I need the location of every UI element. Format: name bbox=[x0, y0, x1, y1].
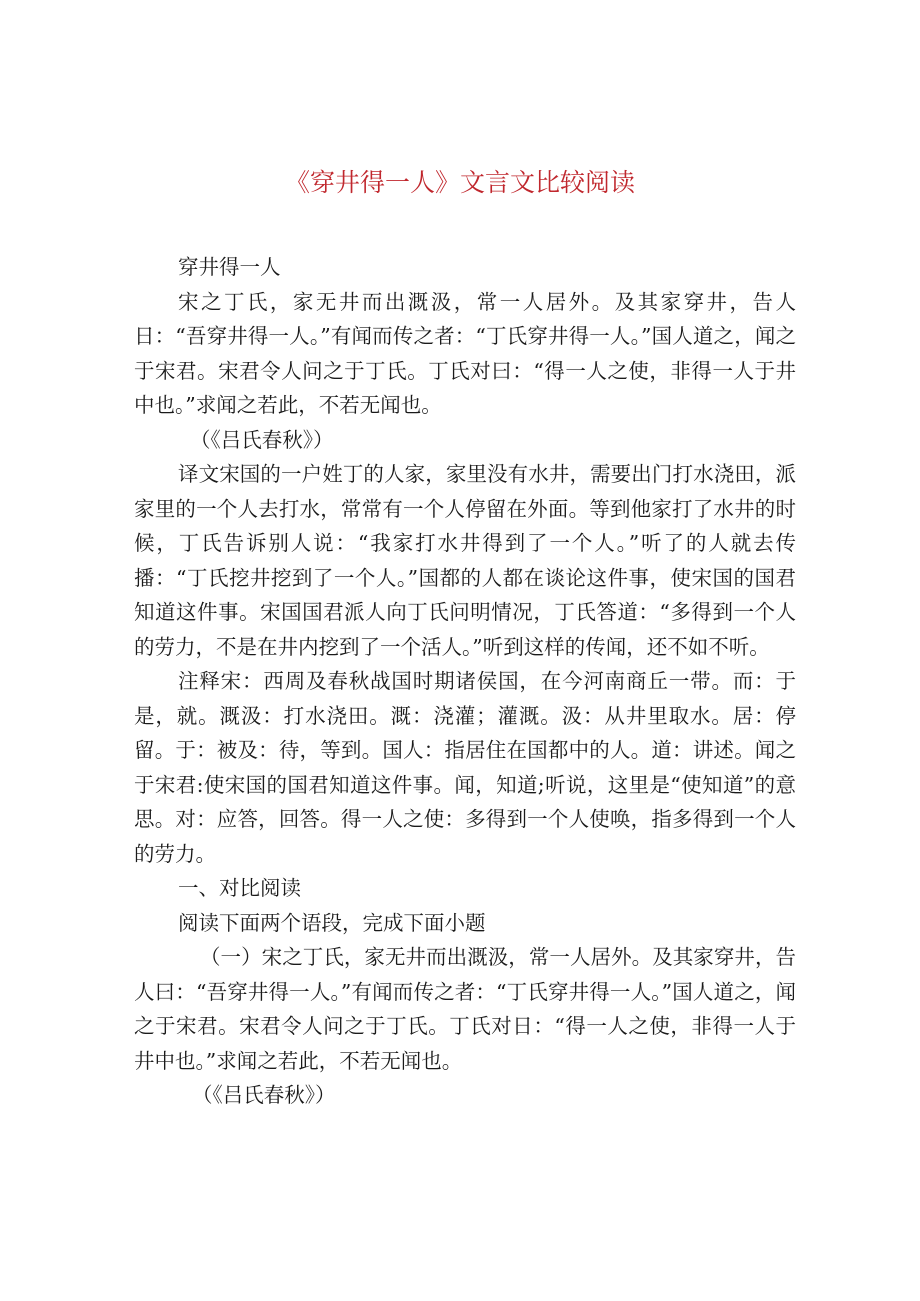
section-heading-comparison: 一、对比阅读 bbox=[178, 876, 301, 900]
source-citation: （《吕氏春秋》） bbox=[190, 427, 334, 452]
document-body bbox=[134, 250, 796, 1113]
document-title: 《穿井得一人》文言文比较阅读 bbox=[284, 168, 635, 197]
source-citation-two: （《吕氏春秋》） bbox=[192, 1083, 336, 1107]
passage-one-paragraph: （一）宋之丁氏，家无井而出溉汲，常一人居外。及其家穿井，告人曰：“吾穿井得一人。”有闻而传之者：“丁氏穿井得一人。”国人道之，闻之于宋君。宋君令人问之于丁氏。丁氏对日：“得一人之使，非得一人于井中也。”求闻之若此，不若无闻也。 bbox=[134, 945, 796, 1073]
instruction-text: 阅读下面两个语段，完成下面小题 bbox=[178, 910, 486, 935]
translation-paragraph: 译文宋国的一户姓丁的人家，家里没有水井，需要出门打水浇田，派家里的一个人去打水，常常有一个人停留在外面。等到他家打了水井的时候，丁氏告诉别人说：“我家打水井得到了一个人。”听了的人就去传播：“丁氏挖井挖到了一个人。”国都的人都在谈论这件事，使宋国的国君知道这件事。宋国国君派人向丁氏问明情况，丁氏答道：“多得到一个人的劳力，不是在井内挖到了一个活人。”听到这样的传闻，还不如不听。 bbox=[134, 462, 796, 659]
annotation-paragraph: 注释宋：西周及春秋战国时期诸侯国，在今河南商丘一带。而：于是，就。溉汲：打水浇田。溉：浇灌；灌溉。汲：从井里取水。居：停留。于：被及：待，等到。国人：指居住在国都中的人。道：讲述。闻之于宋君:使宋国的国君知道这件事。闻，知道;听说，这里是“使知道”的意思。对：应答，回答。得一人之使：多得到一个人使唤，指多得到一个人的劳力。 bbox=[134, 669, 796, 866]
original-text-paragraph: 宋之丁氏，家无井而出溉汲，常一人居外。及其家穿井，告人日：“吾穿井得一人。”有闻而传之者：“丁氏穿井得一人。”国人道之，闻之于宋君。宋君令人问之于丁氏。丁氏对曰：“得一人之使，非得一人于井中也。”求闻之若此，不若无闻也。 bbox=[134, 289, 796, 417]
section-heading-chuanjing: 穿井得一人 bbox=[178, 255, 281, 279]
